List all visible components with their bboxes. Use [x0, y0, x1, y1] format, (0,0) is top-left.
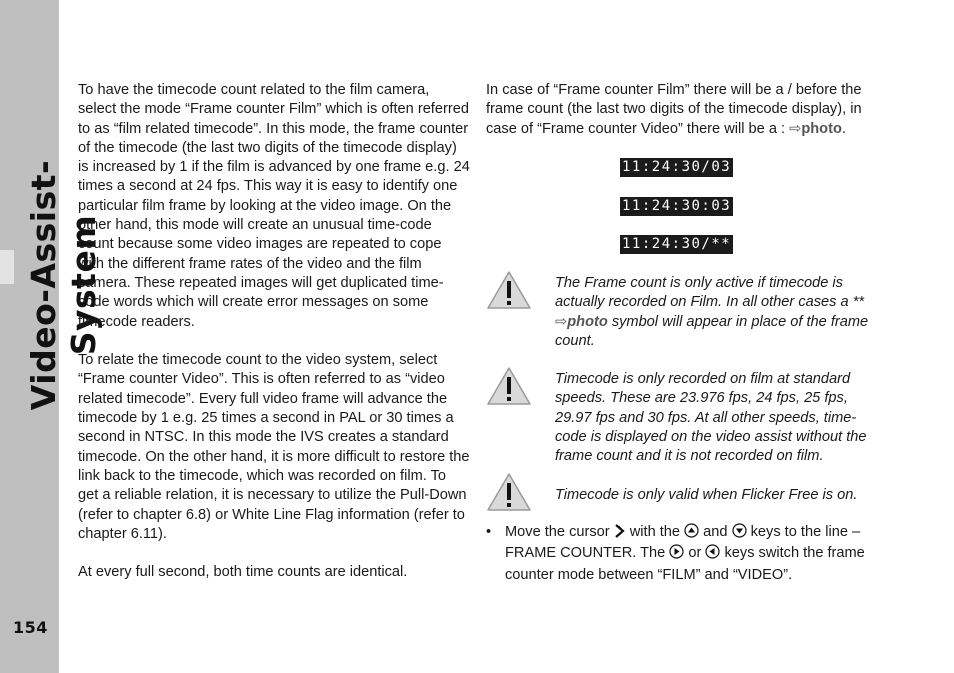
bullet-text-f: keys switch the frame counter mode between “FILM” and “VIDEO”. — [505, 545, 865, 583]
note1-text-b: symbol will appear in place of the frame count. — [555, 313, 869, 349]
bullet-text-b: with the — [625, 524, 685, 540]
reference-arrow-icon: ⇨ — [555, 313, 568, 330]
page-number: 154 — [13, 618, 48, 637]
intro-reference: photo — [801, 120, 842, 137]
warning-icon — [486, 472, 532, 512]
bullet-text-a: Move the cursor — [505, 524, 614, 540]
chapter-title: Video-Assist-System — [24, 159, 103, 411]
note-standard-speeds: Timecode is only recorded on film at standard speeds. These are 23.976 fps, 24 fps, 25 fps, 29.97 fps and 30 fps. At all other speeds, time-code is displayed on the video assist without the frame count and it is not recorded on film. — [555, 371, 867, 465]
right-column-intro — [486, 81, 886, 139]
down-key-icon — [732, 523, 747, 544]
instruction-text — [505, 523, 885, 585]
left-key-icon — [705, 544, 720, 565]
bullet-text-d: keys to the line – FRAME COUNTER. The — [505, 524, 861, 562]
bullet-text-e: or — [684, 545, 706, 562]
note-frame-count — [555, 274, 885, 351]
note-flicker-free: Timecode is only valid when Flicker Free is on. — [555, 487, 858, 503]
intro-end: . — [841, 120, 846, 137]
reference-arrow-icon: ⇨ — [789, 120, 802, 137]
intro-text: In case of “Frame counter Film” there will be a / before the frame count (the last two digits of the timecode display), in case of “Frame counter Video” there will be a : — [486, 82, 862, 137]
cursor-icon — [614, 524, 626, 544]
timecode-display-film: 11:24:30/03 — [622, 159, 732, 175]
paragraph-identical: At every full second, both time counts are identical. — [78, 564, 408, 581]
note1-text-a: The Frame count is only active if timecode is actually recorded on Film. In all other cases a ** — [555, 275, 865, 311]
warning-icon — [486, 270, 532, 310]
timecode-display-video: 11:24:30:03 — [622, 198, 732, 214]
right-key-icon — [669, 544, 684, 565]
warning-icon — [486, 366, 532, 406]
bullet-dot: • — [486, 524, 492, 540]
bullet-text-c: and — [699, 524, 732, 540]
left-column — [78, 81, 470, 583]
up-key-icon — [684, 523, 699, 544]
sidebar-marker — [0, 250, 14, 284]
paragraph-film-timecode: To have the timecode count related to the film camera, select the mode “Frame counter Film” which is often referred to as “film related timecode”. In this mode, the frame counter of the timecode (the last two digits of the timecode display) is increased by 1 if the film is advanced by one frame e.g. 24 times a second at 24 fps. This way it is easy to identify one particular film frame by looking at the video image. On the other hand, this mode will create an unusual time-code count because some video images are repeated to cope with the different frame rates of the video and the film camera. These repeated images will get duplicated time-code words which will create error messages on some timecode readers. — [78, 82, 470, 330]
note1-reference: photo — [567, 313, 608, 330]
timecode-display-no-frame: 11:24:30/** — [622, 236, 732, 252]
paragraph-video-timecode: To relate the timecode count to the video system, select “Frame counter Video”. This is often referred to as “video related timecode”. Every full video frame will advance the timecode by 1 e.g. 25 times a second in PAL or 30 times a second in NTSC. In this mode the IVS creates a standard timecode. On the other hand, it is more difficult to restore the link back to the timecode, which was recorded on film. To get a reliable relation, it is necessary to utilize the Pull-Down (refer to chapter 6.8) or White Line Flag information (refer to chapter 6.11). — [78, 352, 470, 542]
